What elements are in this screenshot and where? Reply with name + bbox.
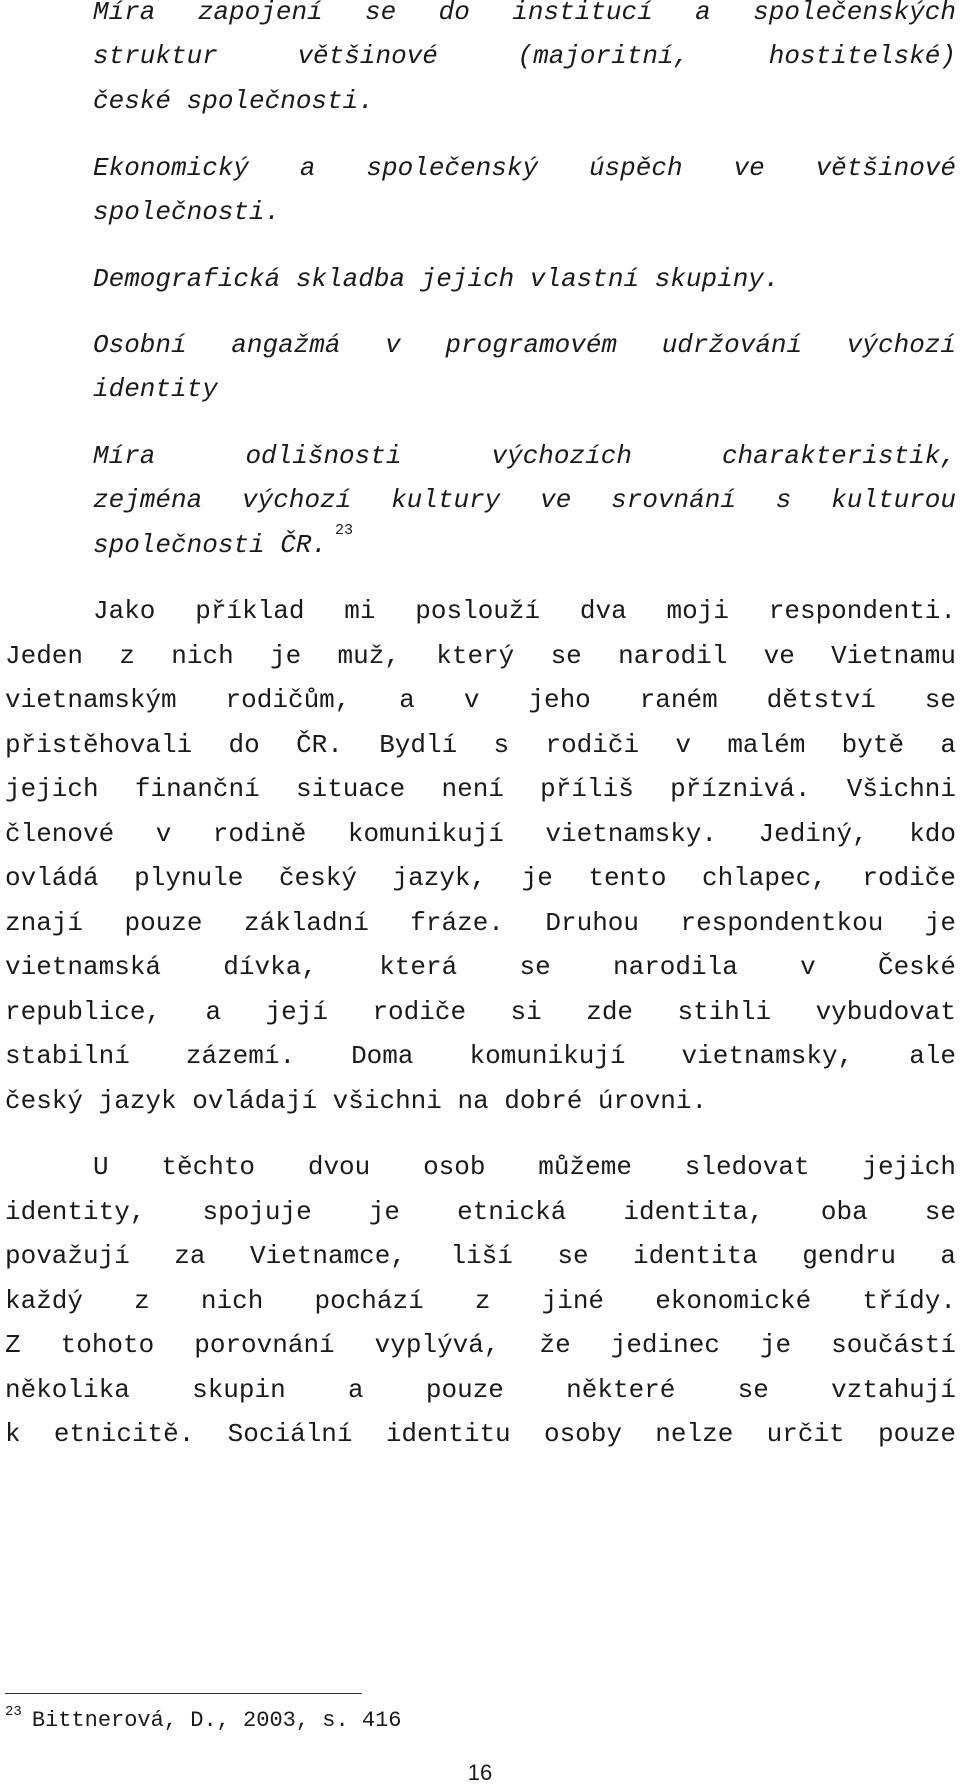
item-2-line-1: Ekonomický a společenský úspěch ve většinové — [93, 153, 956, 183]
footnote-separator — [5, 1693, 362, 1694]
footnote — [5, 1704, 402, 1733]
paragraph-2-line-3: považují za Vietnamce, liší se identita gendru a — [5, 1241, 956, 1271]
paragraph-2-line-7: k etnicitě. Sociální identitu osoby nelze určit pouze — [5, 1419, 956, 1449]
item-5-line-3-text: společnosti ČR. — [93, 530, 328, 560]
item-3-line-1: Demografická skladba jejich vlastní skupiny. — [93, 264, 780, 294]
item-5-line-1: Míra odlišnosti výchozích charakteristik, — [93, 441, 956, 471]
paragraph-1-line-2: Jeden z nich je muž, který se narodil ve Vietnamu — [5, 641, 956, 671]
paragraph-1-line-11: stabilní zázemí. Doma komunikují vietnamsky, ale — [5, 1041, 956, 1071]
footnote-number: 23 — [5, 1704, 22, 1720]
paragraph-1-line-12: český jazyk ovládají všichni na dobré úrovni. — [5, 1086, 708, 1116]
paragraph-2-line-1: U těchto dvou osob můžeme sledovat jejich — [93, 1152, 956, 1182]
paragraph-1-line-1: Jako příklad mi poslouží dva moji respondenti. — [93, 596, 956, 626]
item-4-line-1: Osobní angažmá v programovém udržování výchozí — [93, 330, 956, 360]
item-5-line-3 — [93, 522, 956, 560]
item-1-line-2: struktur většinové (majoritní, hostitelské) — [93, 41, 956, 71]
paragraph-1-line-9: vietnamská dívka, která se narodila v České — [5, 952, 956, 982]
page-number: 16 — [467, 1760, 493, 1785]
paragraph-2-line-4: každý z nich pochází z jiné ekonomické třídy. — [5, 1286, 956, 1316]
paragraph-2-line-5: Z tohoto porovnání vyplývá, že jedinec je součástí — [5, 1330, 956, 1360]
footnote-text: Bittnerová, D., 2003, s. 416 — [31, 1708, 402, 1733]
footnote-reference: 23 — [335, 522, 354, 539]
item-1-line-3: české společnosti. — [93, 86, 374, 116]
paragraph-1-line-3: vietnamským rodičům, a v jeho raném dětství se — [5, 685, 956, 715]
item-2-line-2: společnosti. — [93, 197, 281, 227]
paragraph-1-line-5: jejich finanční situace není příliš příznivá. Všichni — [5, 774, 956, 804]
paragraph-1-line-7: ovládá plynule český jazyk, je tento chlapec, rodiče — [5, 863, 956, 893]
paragraph-1-line-8: znají pouze základní fráze. Druhou respondentkou je — [5, 908, 956, 938]
item-5-line-2: zejména výchozí kultury ve srovnání s kulturou — [93, 485, 956, 515]
item-1-line-1: Míra zapojení se do institucí a společenských — [93, 0, 956, 27]
paragraph-1-line-10: republice, a její rodiče si zde stihli vybudovat — [5, 997, 956, 1027]
paragraph-1-line-4: přistěhovali do ČR. Bydlí s rodiči v malém bytě a — [5, 730, 956, 760]
item-4-line-2: identity — [93, 374, 218, 404]
paragraph-2-line-2: identity, spojuje je etnická identita, oba se — [5, 1197, 956, 1227]
paragraph-1-line-6: členové v rodině komunikují vietnamsky. Jediný, kdo — [5, 819, 956, 849]
paragraph-2-line-6: několika skupin a pouze některé se vztahují — [5, 1375, 956, 1405]
